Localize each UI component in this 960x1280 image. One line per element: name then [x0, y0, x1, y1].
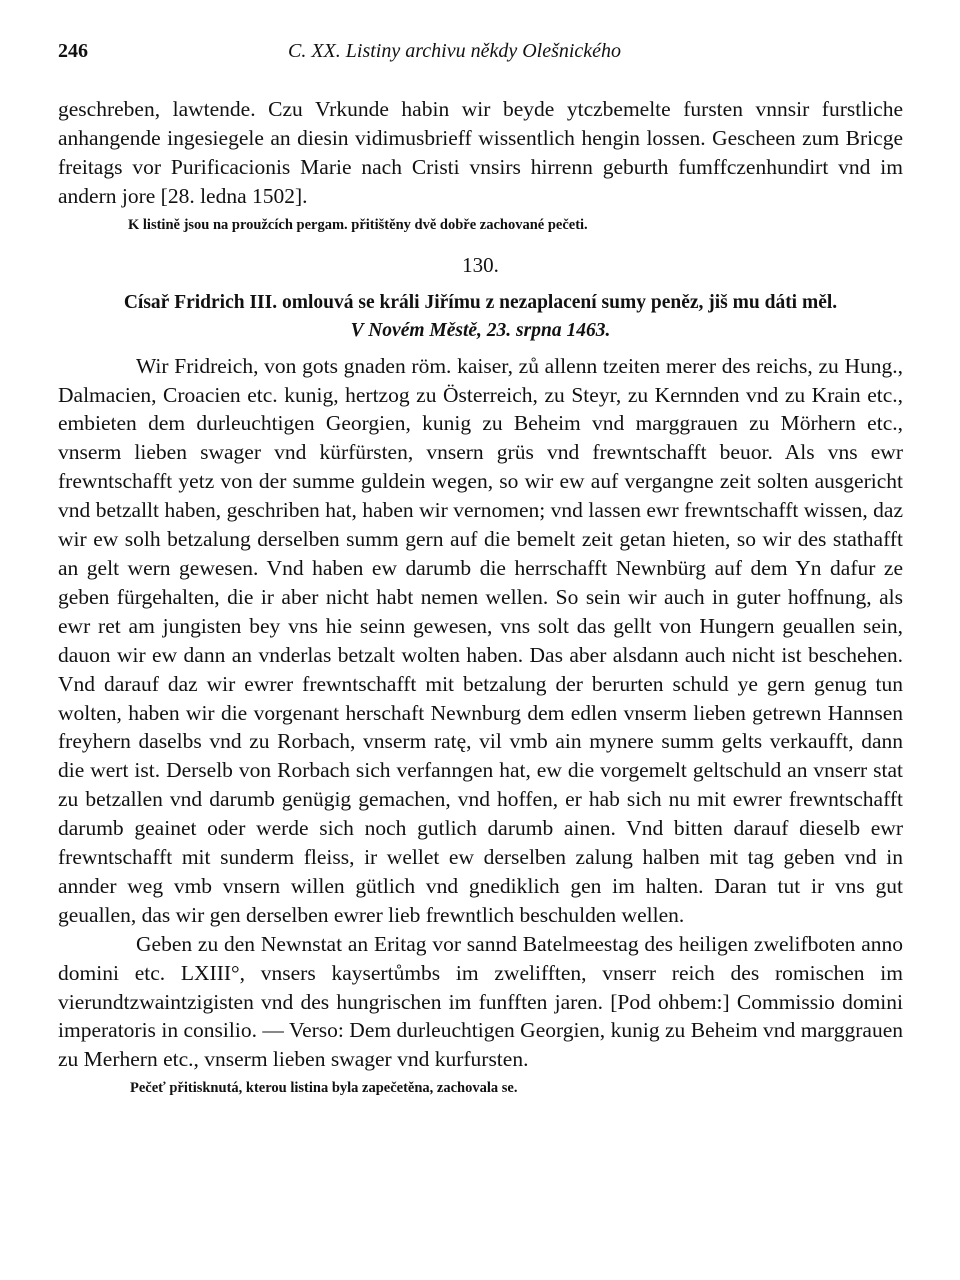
previous-document-ending: geschreben, lawtende. Czu Vrkunde habin wir beyde ytczbemelte fursten vnnsir furstliche anhangende ingesiegele an diesin vidimusbrieff wissentlich hengin lossen. Gescheen zum Bricge freitags vor Purificacionis Marie nach Cristi vnsirs hirrenn geburth fumffczenhundirt vnd im andern jore [28. ledna 1502]. [58, 97, 903, 208]
document-body: Wir Fridreich, von gots gnaden röm. kaiser, zů allenn tzeiten merer des reichs, zu Hung., Dalmacien, Croacien etc. kunig, hertzog zu Österreich, zu Steyr, zu Kernnden vnd zu Krain etc., embieten dem durleuchtigen Georgien, kunig zu Beheim vnd marggrauen zu Mörhern etc., vnserm lieben swager vnd kürfürsten, vnsern grüs vnd frewntschafft beuor. Als vns ewr frewntschafft yetz von der summe guldein wegen, so wir ew auf vergangne zeit solten ausgericht vnd betzallt haben, geschriben hat, haben wir vernomen; vnd lassen ewr frewntschafft wissen, daz wir ew solh betzalung derselben summ gern auf die bemelt zeit getan hieten, so wir des stathafft an gelt wern gewesen. Vnd haben ew darumb die herrschafft Newnbürg auf dem Yn dafur ze geben fürgehalten, die ir aber nicht habt nemen wellen. So sein wir auch in guter hoffnung, als ewr ret am jungisten bey vns hie seinn gewesen, vns solt das gellt von Hungern geuallen sein, dauon wir ew dann an vnderlas betzalt wolten haben. Das aber alsdann auch nicht ist beschehen. Vnd darauf daz wir ewrer frewntschafft mit betzalung der berurten schuld ye gern genug tun wolten, haben wir die vorgenant herschaft Newnburg dem edlen vnserm lieben getrewn Hannsen freyhern daselbs vnd zu Rorbach, vnserm ratę, vil vmb ain mynere summ gelts verkaufft, dann die wert ist. Derselb von Rorbach sich verfanngen hat, ew die vorgemelt geltschuld an vnserr stat zu betzallen vnd darumb genügig gemachen, vnd hoffen, er hab sich nu mit ewrer frewntschafft darumb geainet oder werde sich noch gutlich darumb ainen. Vnd bitten darauf dieselb ewr frewntschafft mit sunderm fleiss, ir wellet ew derselben zalung halben mit tag geben vnd in annder weg vmb vnsern willen gütlich vnd gnediklich gen im halten. Daran tut ir vns gut geuallen, das wir gen derselben ewrer lieb frewntlich beschulden wellen. [58, 353, 903, 927]
page-number: 246 [58, 40, 88, 62]
running-head [58, 40, 903, 80]
document-summary: Císař Fridrich III. omlouvá se králi Jiřímu z nezaplacení sumy peněz, jiš mu dáti měl. [123, 291, 838, 313]
running-title: C. XX. Listiny archivu někdy Olešnického [288, 40, 622, 62]
book-page [58, 40, 903, 1097]
document-dateline: V Novém Městě, 23. srpna 1463. [350, 319, 611, 341]
document-number: 130. [462, 252, 499, 277]
seal-note: Pečeť přitisknutá, kterou listina byla zapečetěna, zachovala se. [130, 1080, 518, 1097]
document-closing: Geben zu den Newnstat an Eritag vor sannd Batelmeestag des heiligen zwelifboten anno domini etc. LXIII°, vnsers kaysertůmbs im zwelifften, vnserr reich des romischen im vierundtzwaintzigisten vnd des hungrischen im funfften jaren. [Pod ohbem:] Commissio domini imperatoris in consilio. — Verso: Dem durleuchtigen Georgien, kunig zu Beheim vnd marggrauen zu Merhern etc., vnserm lieben swager vnd kurfursten. [58, 931, 903, 1072]
seal-description-note: K listině jsou na proužcích pergam. přitištěny dvě dobře zachované pečeti. [128, 216, 588, 233]
